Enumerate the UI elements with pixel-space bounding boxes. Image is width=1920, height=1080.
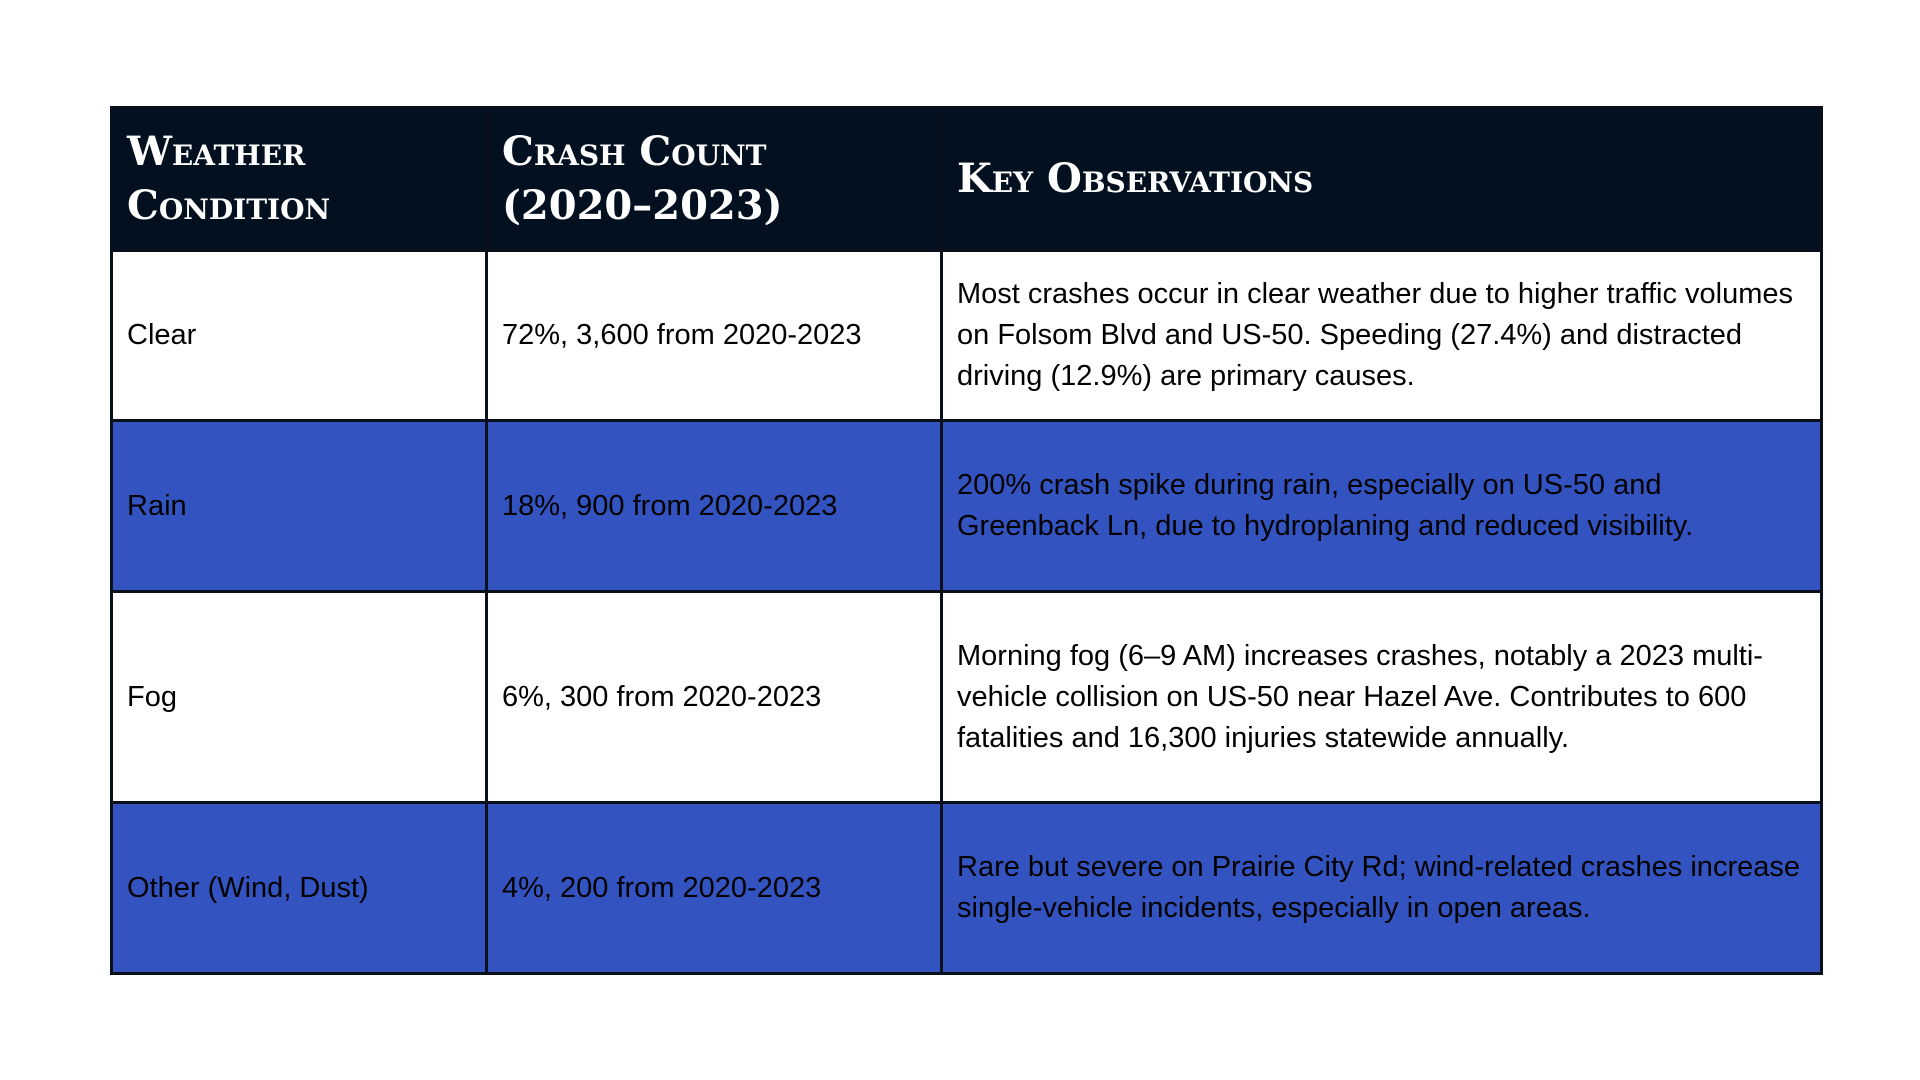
cell-observations: Morning fog (6–9 AM) increases crashes, notably a 2023 multi-vehicle collision on US-50 near Hazel Ave. Contributes to 600 fatalities and 16,300 injuries statewide annually. xyxy=(942,592,1822,803)
table-row xyxy=(112,421,1822,592)
cell-count: 4%, 200 from 2020-2023 xyxy=(487,803,942,974)
cell-condition: Rain xyxy=(112,421,487,592)
header-weather-condition: Weather Condition xyxy=(112,108,487,251)
weather-crash-table xyxy=(110,106,1823,975)
cell-observations: 200% crash spike during rain, especially on US-50 and Greenback Ln, due to hydroplaning and reduced visibility. xyxy=(942,421,1822,592)
cell-condition: Clear xyxy=(112,251,487,421)
cell-condition: Fog xyxy=(112,592,487,803)
table-header-row xyxy=(112,108,1822,251)
header-crash-count: Crash Count (2020–2023) xyxy=(487,108,942,251)
cell-condition: Other (Wind, Dust) xyxy=(112,803,487,974)
cell-count: 18%, 900 from 2020-2023 xyxy=(487,421,942,592)
table-row xyxy=(112,803,1822,974)
table-row xyxy=(112,592,1822,803)
table-row xyxy=(112,251,1822,421)
cell-observations: Rare but severe on Prairie City Rd; wind-related crashes increase single-vehicle incidents, especially in open areas. xyxy=(942,803,1822,974)
header-key-observations: Key Observations xyxy=(942,108,1822,251)
cell-observations: Most crashes occur in clear weather due to higher traffic volumes on Folsom Blvd and US-50. Speeding (27.4%) and distracted driving (12.9%) are primary causes. xyxy=(942,251,1822,421)
cell-count: 72%, 3,600 from 2020-2023 xyxy=(487,251,942,421)
cell-count: 6%, 300 from 2020-2023 xyxy=(487,592,942,803)
